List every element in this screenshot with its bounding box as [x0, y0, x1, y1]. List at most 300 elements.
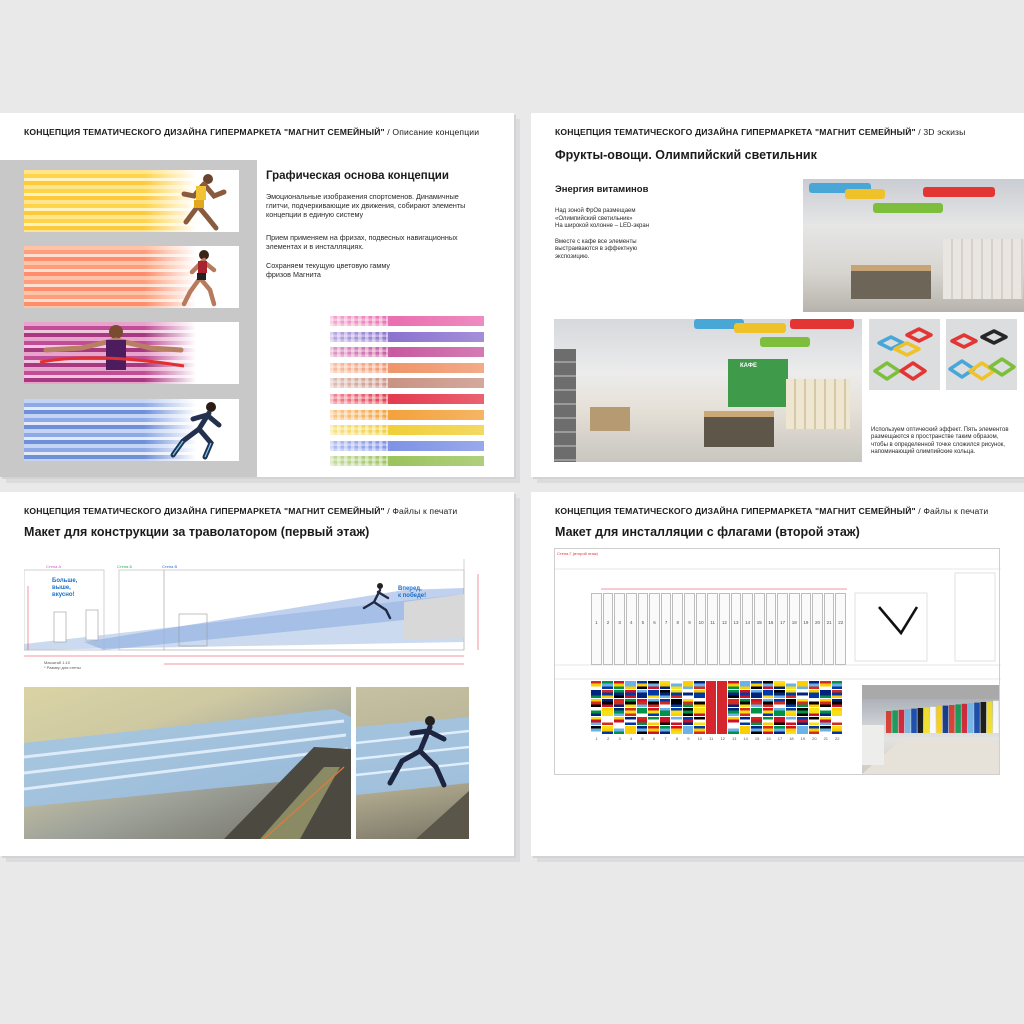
header-subtitle: / Описание концепции — [387, 127, 480, 137]
panel-column — [766, 593, 777, 665]
flag — [660, 699, 670, 707]
flag — [763, 681, 773, 689]
header-title: КОНЦЕПЦИЯ ТЕМАТИЧЕСКОГО ДИЗАЙНА ГИПЕРМАРКЕТА "МАГНИТ СЕМЕЙНЫЙ" — [555, 127, 916, 137]
flag-column — [671, 681, 681, 734]
description-paragraph: Эмоциональные изображения спортсменов. Динамичные глитчи, подчеркивающие их движения, собирают элементы концепции в единую систему — [266, 192, 466, 219]
slide-title: Макет для конструкции за траволатором (первый этаж) — [24, 525, 370, 539]
flag — [602, 726, 612, 734]
flag — [774, 708, 784, 716]
slide-flags-installation — [531, 492, 1024, 856]
panel-number: 19 — [803, 620, 809, 625]
panel-column — [603, 593, 614, 665]
panel-number: 15 — [756, 620, 762, 625]
flag — [660, 726, 670, 734]
flag — [648, 681, 658, 689]
flag — [614, 681, 624, 689]
flag — [625, 681, 635, 689]
flag — [774, 726, 784, 734]
store-render-main — [554, 319, 862, 462]
panel-column — [801, 593, 812, 665]
panel-number: 4 — [629, 620, 633, 625]
text-line: На широкой колонне – LED-экран — [555, 223, 650, 229]
flag — [774, 690, 784, 698]
runner-woman-image — [174, 248, 229, 308]
flag — [832, 690, 842, 698]
flag — [774, 717, 784, 725]
photo-flag-block — [993, 701, 999, 733]
flag — [591, 726, 601, 734]
flag-number: 4 — [629, 736, 633, 741]
flag — [820, 690, 830, 698]
caption-line: размещаются в пространстве таким образом, — [871, 434, 999, 441]
color-swatch-stack — [330, 316, 484, 472]
lamp-green — [873, 203, 943, 213]
flag — [625, 699, 635, 707]
header-title: КОНЦЕПЦИЯ ТЕМАТИЧЕСКОГО ДИЗАЙНА ГИПЕРМАРКЕТА "МАГНИТ СЕМЕЙНЫЙ" — [555, 506, 916, 516]
travolator-drawing — [24, 554, 500, 678]
flag — [602, 717, 612, 725]
flag — [625, 708, 635, 716]
flag — [614, 708, 624, 716]
cafe-booth — [728, 359, 788, 407]
flag — [809, 708, 819, 716]
photo-flag-block — [987, 701, 993, 733]
flag — [660, 708, 670, 716]
flag-column — [625, 681, 635, 734]
flag-column — [728, 681, 738, 734]
caption-line: Используем оптический эффект. Пять элементов — [871, 427, 1009, 433]
flag — [591, 717, 601, 725]
flag — [740, 681, 750, 689]
flag — [786, 699, 796, 707]
panel-number: 21 — [826, 620, 832, 625]
flag-number: 17 — [777, 736, 783, 741]
flag — [832, 726, 842, 734]
slogan-right — [398, 586, 426, 600]
panel-column — [649, 593, 660, 665]
photo-flag-block — [936, 706, 942, 733]
flag — [809, 717, 819, 725]
flag — [728, 708, 738, 716]
flag — [694, 726, 704, 734]
flag — [740, 708, 750, 716]
color-swatch — [330, 410, 484, 420]
flag — [660, 681, 670, 689]
flag — [683, 681, 693, 689]
flag — [591, 708, 601, 716]
flag — [614, 717, 624, 725]
flag — [637, 708, 647, 716]
flag-number: 2 — [607, 736, 610, 741]
slide-header — [24, 506, 457, 516]
photo-flag-block — [981, 702, 987, 733]
flag — [728, 699, 738, 707]
flag — [728, 690, 738, 698]
panel-number: 10 — [698, 620, 704, 625]
color-swatch — [330, 332, 484, 342]
header-subtitle: / 3D эскизы — [918, 127, 966, 137]
flag — [683, 699, 693, 707]
flag — [602, 708, 612, 716]
color-swatch — [330, 425, 484, 435]
photo-flag-block — [899, 710, 905, 733]
header-title: КОНЦЕПЦИЯ ТЕМАТИЧЕСКОГО ДИЗАЙНА ГИПЕРМАРКЕТА "МАГНИТ СЕМЕЙНЫЙ" — [24, 127, 385, 137]
slide-travolator-layout — [0, 492, 514, 856]
slide-title: Графическая основа концепции — [266, 170, 449, 182]
flag — [751, 708, 761, 716]
flag — [660, 717, 670, 725]
flag-column — [706, 681, 716, 734]
panel-column — [812, 593, 823, 665]
panel-column — [661, 593, 672, 665]
flag — [614, 690, 624, 698]
panel-number: 22 — [838, 620, 844, 625]
panel-column — [742, 593, 753, 665]
panel-column — [696, 593, 707, 665]
header-subtitle: / Файлы к печати — [918, 506, 989, 516]
flag-column — [832, 681, 842, 734]
flag — [648, 717, 658, 725]
flag — [694, 681, 704, 689]
flag-number: 21 — [823, 736, 829, 741]
flag — [786, 690, 796, 698]
photo-flag-block — [968, 703, 974, 733]
flag — [683, 708, 693, 716]
flag-number: 7 — [664, 736, 667, 741]
flag — [832, 708, 842, 716]
description-paragraph: Сохраняем текущую цветовую гамму фризов Магнита — [266, 261, 390, 279]
flag — [671, 726, 681, 734]
flag — [671, 708, 681, 716]
flag-number: 12 — [720, 736, 725, 741]
flag — [797, 726, 807, 734]
flag — [602, 699, 612, 707]
shelving — [786, 379, 850, 429]
flag — [694, 717, 704, 725]
flag-column — [602, 681, 612, 734]
travolator-photo-wide — [24, 687, 351, 839]
flag-number: 14 — [743, 736, 748, 741]
flag-column — [763, 681, 773, 734]
panel-column — [591, 593, 602, 665]
panel-column — [684, 593, 695, 665]
panel-number: 14 — [745, 620, 751, 625]
flag-number: 3 — [618, 736, 621, 741]
flag — [637, 690, 647, 698]
flag-number: 15 — [754, 736, 760, 741]
fridge-unit — [554, 349, 576, 462]
text-line: «Олимпийский светильник» — [555, 215, 633, 222]
panel-column — [626, 593, 637, 665]
panel-number: 18 — [791, 620, 797, 625]
text-line: Вместе с кафе все элементы — [555, 238, 637, 245]
flag-column — [774, 681, 784, 734]
flag — [740, 726, 750, 734]
flag-column — [717, 681, 727, 734]
panel-column — [754, 593, 765, 665]
flag-column — [740, 681, 750, 734]
panel-number: 8 — [676, 620, 680, 625]
panel-column — [614, 593, 625, 665]
panel-column — [824, 593, 835, 665]
panel-number: 1 — [595, 620, 598, 625]
rings-render-1 — [869, 319, 940, 390]
color-swatch — [330, 316, 484, 326]
scale-note — [44, 660, 81, 670]
flag-number: 1 — [595, 736, 598, 741]
wall-label-b: Стена Б — [117, 564, 133, 569]
color-swatch — [330, 441, 484, 451]
lamp-red — [790, 319, 854, 329]
athlete-banner-blue — [24, 399, 239, 461]
flag-number: 8 — [675, 736, 679, 741]
panel-number: 17 — [780, 620, 786, 625]
panel-number: 9 — [688, 620, 691, 625]
slogan-line: Вперед, — [398, 586, 422, 592]
flag — [820, 717, 830, 725]
slide-header — [555, 506, 988, 516]
flag — [751, 699, 761, 707]
section-description — [555, 208, 705, 261]
flag — [832, 681, 842, 689]
rings-caption — [871, 427, 1024, 456]
flag — [763, 708, 773, 716]
flag — [591, 699, 601, 707]
flag — [637, 726, 647, 734]
flag — [797, 681, 807, 689]
photo-flag-block — [886, 711, 892, 733]
flag-number: 22 — [835, 736, 840, 741]
flag — [740, 699, 750, 707]
panel-column — [707, 593, 718, 665]
panel-column — [835, 593, 846, 665]
flag — [671, 690, 681, 698]
flag — [625, 717, 635, 725]
color-swatch — [330, 456, 484, 466]
flag — [809, 681, 819, 689]
caption-line: напоминающий олимпийские кольца. — [871, 448, 976, 455]
flag-column — [683, 681, 693, 734]
flag — [797, 699, 807, 707]
flag — [763, 726, 773, 734]
flag — [694, 690, 704, 698]
panel-column — [672, 593, 683, 665]
flag — [728, 726, 738, 734]
flag — [786, 681, 796, 689]
color-swatch — [330, 394, 484, 404]
flag — [591, 690, 601, 698]
flag-column — [660, 681, 670, 734]
flag — [751, 726, 761, 734]
flag — [637, 681, 647, 689]
flag-column — [751, 681, 761, 734]
lamp-green — [760, 337, 810, 347]
flag-column — [614, 681, 624, 734]
store-render-top — [803, 179, 1024, 312]
flag — [660, 690, 670, 698]
caption-line: чтобы в определенной точке сложился рисунок, — [871, 441, 1005, 448]
panel-column — [719, 593, 730, 665]
flag — [648, 690, 658, 698]
flag — [602, 681, 612, 689]
panel-number: 5 — [641, 620, 645, 625]
flag-number: 9 — [687, 736, 690, 741]
flag-column — [797, 681, 807, 734]
flag — [832, 717, 842, 725]
athlete-banner-magenta — [24, 322, 239, 384]
finish-line-runner-image — [36, 322, 186, 384]
photo-flag-block — [918, 708, 924, 733]
slogan-line: к победе! — [398, 593, 427, 599]
slide-title: Фрукты-овощи. Олимпийский светильник — [555, 148, 817, 162]
slide-title: Макет для инсталляции с флагами (второй этаж) — [555, 525, 860, 539]
panel-number: 13 — [733, 620, 739, 625]
photo-flag-block — [930, 707, 936, 733]
text-line: экспозицию. — [555, 253, 590, 260]
flag — [774, 681, 784, 689]
flag — [820, 681, 830, 689]
slide-3d-sketches — [531, 113, 1024, 477]
flag — [751, 717, 761, 725]
panel-number: 16 — [768, 620, 774, 625]
photo-flag-block — [962, 704, 968, 733]
flag-column — [694, 681, 704, 734]
color-swatch — [330, 363, 484, 373]
flag — [763, 717, 773, 725]
lamp-red — [923, 187, 995, 197]
flag-column — [591, 681, 601, 734]
wall-note: Стена Г (второй этаж) — [557, 551, 598, 556]
panel-column — [777, 593, 788, 665]
flag — [809, 690, 819, 698]
panel-number: 2 — [606, 620, 610, 625]
photo-flag-block — [892, 710, 898, 733]
flag — [683, 717, 693, 725]
slide-description — [266, 192, 481, 289]
flag — [671, 699, 681, 707]
header-title: КОНЦЕПЦИЯ ТЕМАТИЧЕСКОГО ДИЗАЙНА ГИПЕРМАРКЕТА "МАГНИТ СЕМЕЙНЫЙ" — [24, 506, 385, 516]
panel-number: 11 — [710, 620, 716, 625]
slogan-left — [52, 578, 77, 599]
description-paragraph: Прием применяем на фризах, подвесных навигационных элементах и в инсталляциях. — [266, 233, 458, 251]
flag-number: 20 — [812, 736, 817, 741]
flags-installation-photo — [862, 685, 999, 774]
flag-number: 5 — [641, 736, 644, 741]
flag — [751, 690, 761, 698]
scale-line: Масштаб 1:10 — [44, 660, 71, 665]
flag — [797, 690, 807, 698]
flag — [614, 699, 624, 707]
photo-flag-block — [974, 703, 980, 733]
flag — [809, 699, 819, 707]
flag — [648, 708, 658, 716]
flag-column — [648, 681, 658, 734]
section-title: Энергия витаминов — [555, 184, 649, 195]
flag — [648, 726, 658, 734]
flag — [774, 699, 784, 707]
color-swatch — [330, 378, 484, 388]
flag-number: 13 — [731, 736, 737, 741]
flag-column — [786, 681, 796, 734]
flag — [683, 726, 693, 734]
flag — [786, 708, 796, 716]
rings-render-2 — [946, 319, 1017, 390]
flag-column — [809, 681, 819, 734]
flag — [751, 681, 761, 689]
flag-number: 16 — [766, 736, 771, 741]
sprinter-image — [164, 172, 234, 232]
photo-flag-block — [949, 705, 955, 733]
cafe-sign: КАФЕ — [740, 363, 757, 369]
slogan-line: Больше, — [52, 578, 78, 584]
flag — [694, 699, 704, 707]
flag — [728, 717, 738, 725]
flag — [671, 717, 681, 725]
header-subtitle: / Файлы к печати — [387, 506, 458, 516]
panel-column — [731, 593, 742, 665]
flag — [797, 717, 807, 725]
travolator-photo-close — [356, 687, 469, 839]
slogan-line: вкусно! — [52, 592, 75, 598]
flag — [694, 708, 704, 716]
flag — [625, 726, 635, 734]
wall-label-c: Стена В — [162, 564, 178, 569]
flag — [591, 681, 601, 689]
flag — [637, 699, 647, 707]
flag-number: 6 — [652, 736, 656, 741]
flag — [809, 726, 819, 734]
slide-header — [555, 127, 965, 137]
flag — [728, 681, 738, 689]
color-swatch — [330, 347, 484, 357]
panel-number: 3 — [618, 620, 621, 625]
panel-number: 12 — [721, 620, 727, 625]
flag-number: 18 — [789, 736, 794, 741]
slide-header — [24, 127, 479, 137]
photo-flag-block — [943, 706, 949, 733]
text-line: Над зоной ФрОв размещаем — [555, 208, 636, 214]
flag-panel-outline — [591, 593, 847, 665]
flag-panel-print — [591, 681, 843, 734]
photo-flag-block — [955, 704, 961, 733]
photo-flag-block — [924, 707, 930, 733]
flag — [820, 699, 830, 707]
display-stand — [851, 265, 931, 299]
pallet-stand — [590, 407, 630, 431]
flag-number: 11 — [709, 736, 714, 741]
slide-concept-description — [0, 113, 514, 477]
flag-number: 19 — [800, 736, 806, 741]
shelving — [943, 239, 1023, 299]
sprinter-woman-image — [169, 399, 229, 461]
flag-column — [820, 681, 830, 734]
flag — [820, 726, 830, 734]
flag — [648, 699, 658, 707]
panel-number: 6 — [653, 620, 656, 625]
athlete-banner-yellow — [24, 170, 239, 232]
flag — [763, 690, 773, 698]
athlete-banner-coral — [24, 246, 239, 308]
flag — [625, 690, 635, 698]
slogan-line: выше, — [52, 585, 71, 591]
flag — [820, 708, 830, 716]
flag-column — [637, 681, 647, 734]
flag — [740, 690, 750, 698]
flag — [786, 726, 796, 734]
panel-number: 20 — [814, 620, 820, 625]
photo-flag-block — [905, 709, 911, 733]
text-line: выстраиваются в эффектную — [555, 246, 638, 252]
